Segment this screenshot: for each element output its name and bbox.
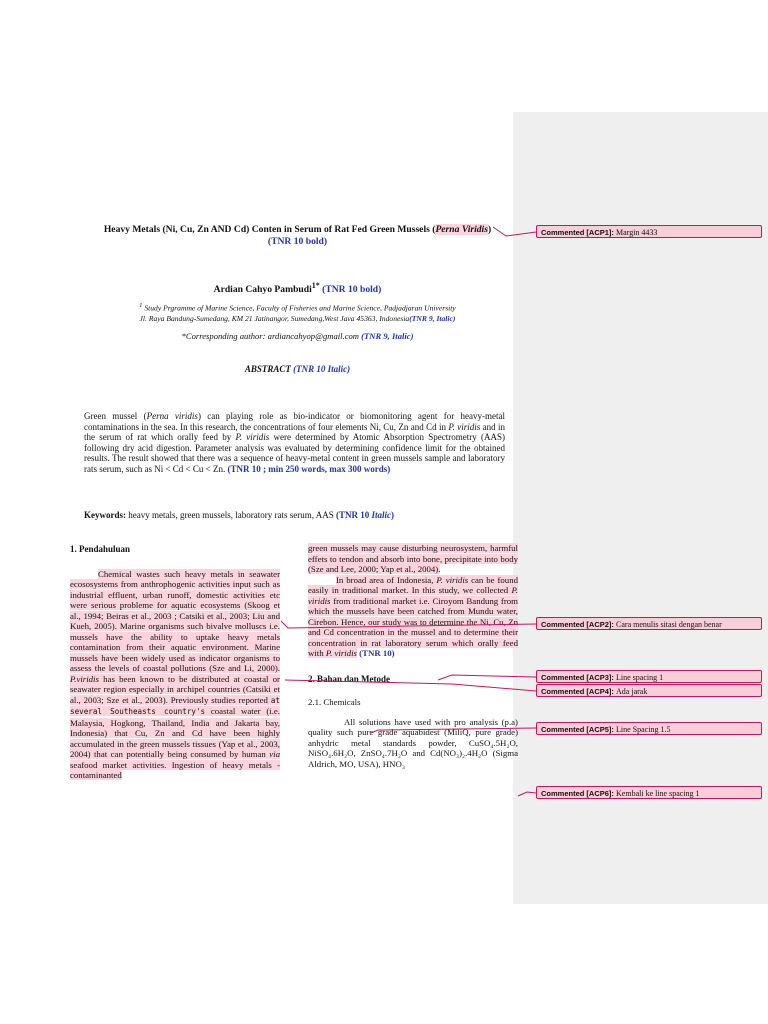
comment-acp1[interactable]: Commented [ACP1]: Margin 4433 bbox=[536, 225, 762, 238]
author-line: Ardian Cahyo Pambudi$^{1*}$ (TNR 10 bold) bbox=[213, 281, 382, 296]
corresponding-author: *Corresponding author: ardiancahyop@gmail.com (TNR 9, Italic) bbox=[181, 331, 414, 341]
comment-acp5[interactable]: Commented [ACP5]: Line Spacing 1.5 bbox=[536, 722, 762, 735]
col2-paragraph-3: All solutions have used with pro analysis (p.a) quality such pure grade aquabidest (MiliQ, pure grade) anhydric metal standards powder, CuSO₄.5H₂O, NiSO₄.6H₂O, ZnSO₄.7H₂O and Cd(NO₃)₂.4H₂O (Sigma Aldrich, MO, USA), HNO₃ bbox=[308, 716, 518, 769]
intro-paragraph: Chemical wastes such heavy metals in seawater ecososystems from anthrophogenic activities input such as industrial effluent, urban runoff, domestic activities etc were serious probleme for aquatic ecosystems (Skoog et al., 1994; Beiras et al., 2003 ; Catsiki et al., 2003; Liu and Kueh, 2005). Marine organisms such bivalve molluscs i.e. mussels have the ability to uptake heavy metals contamination from their aquatic environment. Marine mussels have been widely used as indicator organisms to assess the levels of coastal pollutions (Sze and Li, 2000). P.viridis has been known to be distributed at coastal or seawater region especially in archipel countries (Catsiki et al., 2003; Sze et al., 2003). Previously studies reported at several Southeasts country's coastal water (i.e. Malaysia, Hogkong, Thailand, India and Jakarta bay, Indonesia) that Cu, Zn and Cd have been highly accumulated in the green mussels tissues (Yap et al., 2003, 2004) that can potentially being consumed by human via seafood market activities. Ingestion of heavy metals -contaminanted bbox=[70, 568, 281, 780]
comment-acp4[interactable]: Commented [ACP4]: Ada jarak bbox=[536, 684, 762, 697]
comment-acp3[interactable]: Commented [ACP3]: Line spacing 1 bbox=[536, 670, 762, 683]
comment-acp6[interactable]: Commented [ACP6]: Kembali ke line spacing 1 bbox=[536, 786, 762, 799]
section-heading-pendahuluan: 1. Pendahuluan bbox=[70, 544, 131, 554]
subsection-chemicals: 2.1. Chemicals bbox=[308, 697, 361, 707]
col2-paragraph-1: green mussels may cause disturbing neurosystem, harmful effets to tendon and absorb into bone, precipitate into body (Sze and Lee, 2000; Yap et al., 2004). bbox=[308, 543, 518, 574]
title-format-note: (TNR 10 bold) bbox=[267, 236, 328, 247]
comment-acp2[interactable]: Commented [ACP2]: Cara menulis sitasi dengan benar bbox=[536, 617, 762, 630]
abstract-heading: ABSTRACT (TNR 10 Italic) bbox=[244, 364, 351, 374]
abstract-body: Green mussel (Perna viridis) can playing role as bio-indicator or biomonitoring agent for heavy-metal contaminations in the sea. In this research, the concentrations of four elements Ni, Cu, Zn and Cd in P. viridis and in the serum of rat which orally feed by P. viridis were determined by Atomic Absorption Spectrometry (AAS) following dry acid digestion. Parameter analysis was evaluated by determining confidence limit for the obtained results. The result showed that there was a sequence of heavy-metal content in green mussels sample and laboratory rats serum, such as Ni < Cd < Cu < Zn. (TNR 10 ; min 250 words, max 300 words) bbox=[84, 411, 506, 474]
keywords: Keywords: heavy metals, green mussels, laboratory rats serum, AAS (TNR 10 Italic) bbox=[84, 510, 394, 520]
col2-paragraph-2: In broad area of Indonesia, P. viridis can be found easily in traditional market. In this study, we collected P. viridis from traditional market i.e. Ciroyom Bandung from which the mussels have been catched from Mundu water, Cirebon. Hence, our study was to determine the Ni, Cu, Zn and Cd concentration in the mussel and to determine their concentration in rat laboratory serum which orally feed with P. viridis (TNR 10) bbox=[308, 574, 518, 658]
section-heading-bahan: 2. Bahan dan Metode bbox=[308, 673, 391, 684]
affiliation: $^1$ Study Prgramme of Marine Science, Faculty of Fisheries and Marine Science, Padjadjaran University Jl. Raya Bandung-Sumedang, KM 21 Jatinangor, Sumedang,West Java 45363, Indonesia(TNR 9, Italic) bbox=[139, 302, 456, 323]
paper-title: Heavy Metals (Ni, Cu, Zn AND Cd) Conten in Serum of Rat Fed Green Mussels (Perna Viridis) (TNR 10 bold) bbox=[103, 224, 492, 247]
